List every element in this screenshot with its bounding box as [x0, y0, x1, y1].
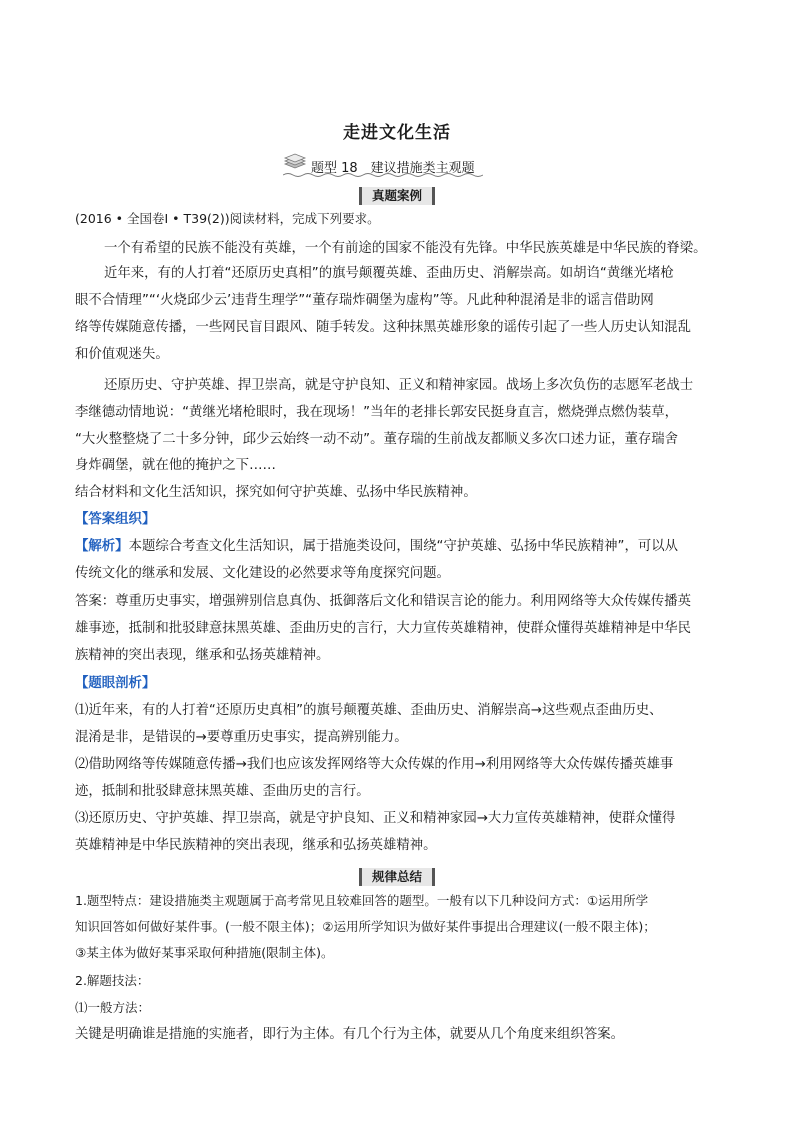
books-icon	[283, 152, 307, 172]
summary-line: 关键是明确谁是措施的实施者，即行为主体。有几个行为主体，就要从几个角度来组织答案。	[75, 1027, 625, 1042]
eye-line: 混淆是非，是错误的→要尊重历史事实，提高辨别能力。	[75, 730, 408, 745]
material-line: 李继德动情地说：“黄继光堵枪眼时，我在现场！”当年的老排长郭安民挺身直言，燃烧弹点燃伪装草，	[75, 405, 679, 420]
eye-analysis-label: 【题眼剖析】	[75, 676, 156, 691]
analysis-text: 本题综合考查文化生活知识，属于措施类设问，围绕“守护英雄、弘扬中华民族精神”，可以从	[128, 539, 679, 554]
answer-line: 族精神的突出表现，继承和弘扬英雄精神。	[75, 648, 330, 663]
subtitle: 题型 18 建议措施类主观题	[311, 161, 475, 176]
eye-line: ⑴近年来，有的人打着“还原历史真相”的旗号颠覆英雄、歪曲历史、消解崇高→这些观点歪曲历史、	[75, 703, 663, 718]
material-line: 眼不合情理”“‘火烧邱少云’违背生理学”“董存瑞炸碉堡为虚构”等。凡此种种混淆是非的谣言借助网	[75, 293, 654, 308]
section-summary-label: 规律总结	[0, 866, 794, 886]
summary-line: 2.解题技法：	[75, 973, 150, 988]
analysis-line: 传统文化的继承和发展、文化建设的必然要求等角度探究问题。	[75, 566, 450, 581]
answer-line: 答案：尊重历史事实，增强辨别信息真伪、抵御落后文化和错误言论的能力。利用网络等大众传媒传播英	[75, 594, 691, 609]
eye-line: 迹，抵制和批驳肆意抹黑英雄、歪曲历史的言行。	[75, 784, 370, 799]
answer-line: 雄事迹，抵制和批驳肆意抹黑英雄、歪曲历史的言行，大力宣传英雄精神，使群众懂得英雄精神是中华民	[75, 621, 691, 636]
material-line: 身炸碉堡，就在他的掩护之下……	[75, 458, 276, 473]
source-line: (2016 • 全国卷Ⅰ • T39(2))阅读材料，完成下列要求。	[75, 211, 380, 226]
material-line: 近年来，有的人打着“还原历史真相”的旗号颠覆英雄、歪曲历史、消解崇高。如胡诌“黄继光堵枪	[104, 266, 674, 281]
material-line: 还原历史、守护英雄、捍卫崇高，就是守护良知、正义和精神家园。战场上多次负伤的志愿军老战士	[104, 378, 694, 393]
analysis-label: 【解析】	[75, 539, 129, 554]
page-title: 走进文化生活	[343, 123, 451, 143]
summary-line: ⑴一般方法：	[75, 1000, 151, 1015]
summary-line: ③某主体为做好某事采取何种措施(限制主体)。	[75, 945, 334, 960]
material-line: “大火整整烧了二十多分钟，邱少云始终一动不动”。董存瑞的生前战友都顺义多次口述力证，董存瑞舍	[75, 432, 679, 447]
eye-line: ⑶还原历史、守护英雄、捍卫崇高，就是守护良知、正义和精神家园→大力宣传英雄精神，使群众懂得	[75, 811, 676, 826]
subtitle-banner	[283, 152, 483, 176]
section-cases-label: 真题案例	[0, 185, 794, 205]
question-line: 结合材料和文化生活知识，探究如何守护英雄、弘扬中华民族精神。	[75, 485, 477, 500]
material-line: 络等传媒随意传播，一些网民盲目跟风、随手转发。这种抹黑英雄形象的谣传引起了一些人历史认知混乱	[75, 320, 691, 335]
answer-organization-label: 【答案组织】	[75, 512, 156, 527]
summary-line: 1.题型特点：建设措施类主观题属于高考常见且较难回答的题型。一般有以下几种设问方式：①运用所学	[75, 893, 649, 908]
wave-underline	[283, 172, 483, 178]
eye-line: 英雄精神是中华民族精神的突出表现，继承和弘扬英雄精神。	[75, 838, 437, 853]
material-line: 和价值观迷失。	[75, 347, 169, 362]
analysis-line	[75, 538, 735, 556]
material-line: 一个有希望的民族不能没有英雄，一个有前途的国家不能没有先锋。中华民族英雄是中华民族的脊梁。	[104, 241, 707, 256]
summary-line: 知识回答如何做好某件事。(一般不限主体)；②运用所学知识为做好某件事提出合理建议(一般不限主体)；	[75, 919, 656, 934]
eye-line: ⑵借助网络等传媒随意传播→我们也应该发挥网络等大众传媒的作用→利用网络等大众传媒传播英雄事	[75, 757, 674, 772]
